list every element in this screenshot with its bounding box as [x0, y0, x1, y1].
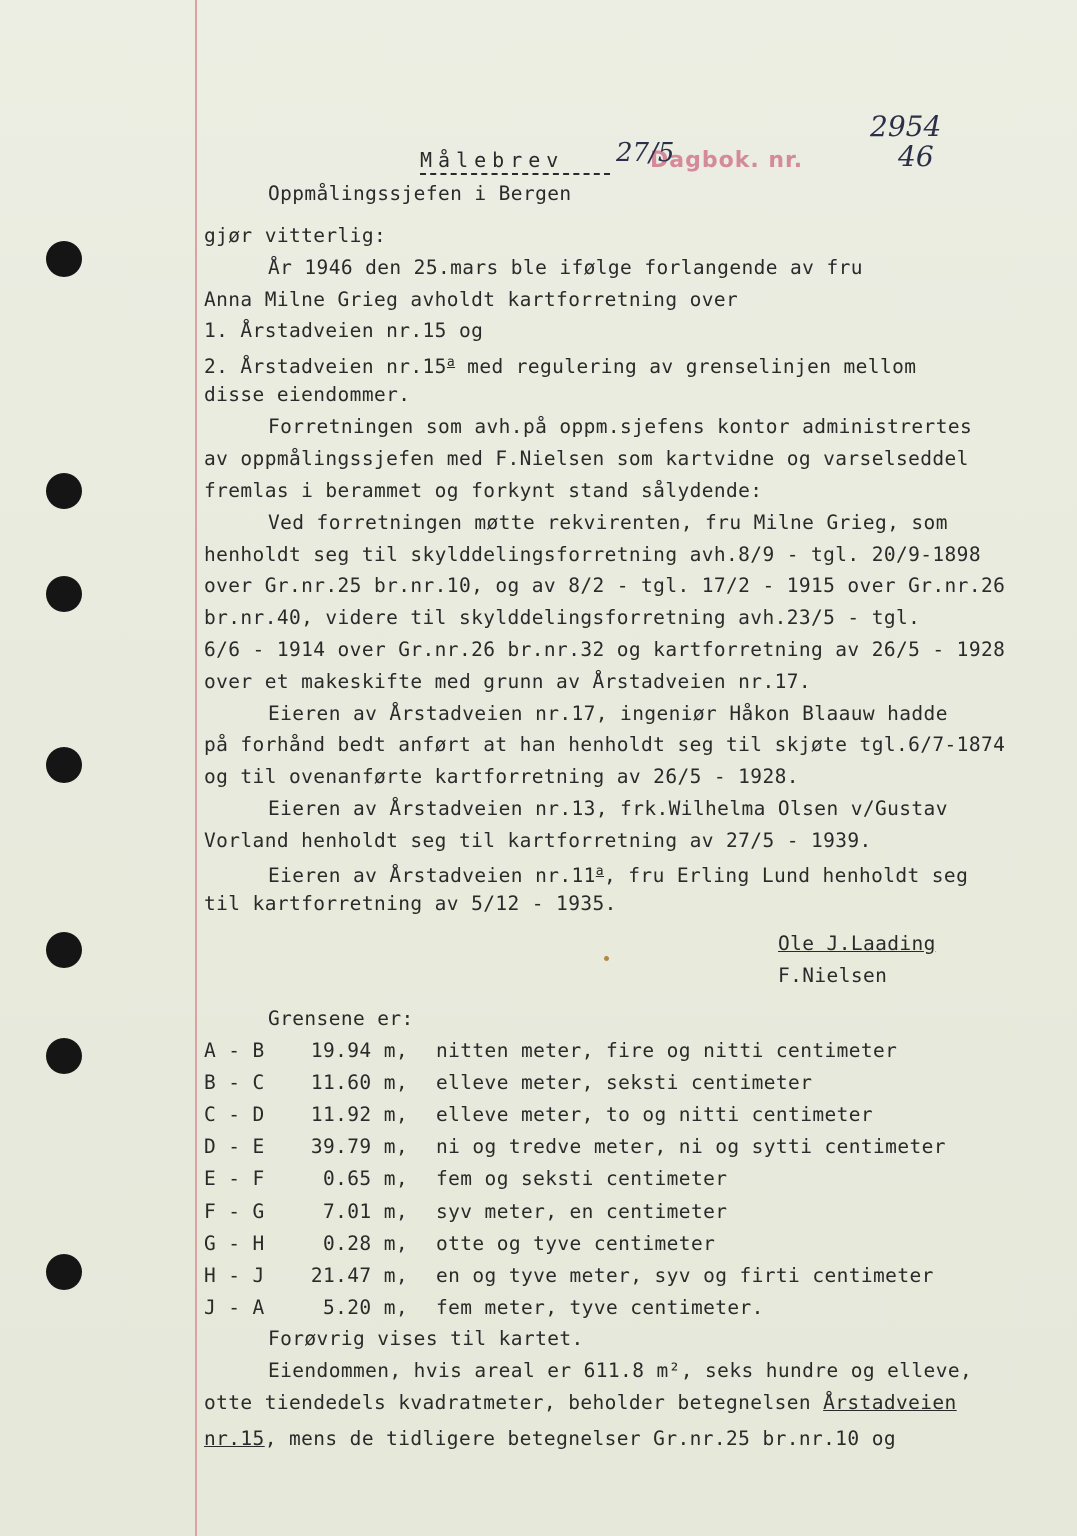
boundary-description: elleve meter, seksti centimeter	[436, 1071, 813, 1095]
text-line: fremlas i berammet og forkynt stand sålydende:	[204, 479, 763, 502]
text-line: Eieren av Årstadveien nr.13, frk.Wilhelma Olsen v/Gustav	[268, 797, 948, 820]
text-line	[268, 860, 968, 888]
text-line: og til ovenanførte kartforretning av 26/5 - 1928.	[204, 765, 799, 788]
text-span: otte tiendedels kvadratmeter, beholder betegnelsen	[204, 1391, 824, 1414]
boundary-description: ni og tredve meter, ni og sytti centimeter	[436, 1135, 946, 1159]
text-line: Ved forretningen møtte rekvirenten, fru Milne Grieg, som	[268, 511, 948, 534]
boundary-description: en og tyve meter, syv og firti centimeter	[436, 1263, 934, 1287]
boundary-pair: D - E	[204, 1135, 265, 1159]
text-line: År 1946 den 25.mars ble ifølge forlangende av fru	[268, 256, 863, 279]
handwritten-date: 27/5	[616, 138, 675, 168]
boundary-pair: G - H	[204, 1231, 265, 1255]
text-line: på forhånd bedt anført at han henholdt seg til skjøte tgl.6/7-1874	[204, 733, 1006, 756]
text-span: med regulering av grenselinjen mellom	[455, 355, 917, 378]
boundary-description: elleve meter, to og nitti centimeter	[436, 1103, 874, 1127]
text-line: til kartforretning av 5/12 - 1935.	[204, 892, 617, 915]
boundary-length: 7.01 m,	[323, 1199, 408, 1223]
punch-hole-3	[46, 576, 82, 612]
text-line: Forretningen som avh.på oppm.sjefens kontor administrertes	[268, 415, 973, 438]
signature-2: F.Nielsen	[778, 964, 888, 987]
boundary-length: 11.60 m,	[310, 1071, 408, 1095]
handwritten-year: 46	[898, 140, 934, 173]
text-line: 1. Årstadveien nr.15 og	[204, 319, 484, 342]
document-title: Målebrev	[420, 148, 565, 172]
boundaries-heading: Grensene er:	[268, 1007, 414, 1030]
underlined-text: Årstadveien	[823, 1391, 957, 1414]
text-line: henholdt seg til skylddelingsforretning avh.8/9 - tgl. 20/9-1898	[204, 543, 981, 566]
text-line: disse eiendommer.	[204, 383, 411, 406]
closing-line: Eiendommen, hvis areal er 611.8 m², seks hundre og elleve,	[268, 1359, 973, 1382]
text-line: Vorland henholdt seg til kartforretning av 27/5 - 1939.	[204, 829, 872, 852]
issuer-line: Oppmålingssjefen i Bergen	[268, 182, 572, 205]
boundary-length: 19.94 m,	[310, 1039, 408, 1062]
text-span: , mens de tidligere betegnelser Gr.nr.25 br.nr.10 og	[264, 1427, 896, 1450]
boundary-description: nitten meter, fire og nitti centimeter	[436, 1039, 898, 1062]
boundary-description: otte og tyve centimeter	[436, 1231, 716, 1255]
closing-line	[204, 1427, 896, 1451]
text-span: Eieren av Årstadveien nr.11	[268, 864, 596, 887]
text-line: Eieren av Årstadveien nr.17, ingeniør Håkon Blaauw hadde	[268, 702, 948, 725]
superscript: a	[446, 355, 456, 370]
text-span: 2. Årstadveien nr.15	[204, 355, 447, 378]
punch-hole-4	[46, 747, 82, 783]
boundary-pair: E - F	[204, 1167, 265, 1191]
punch-hole-2	[46, 473, 82, 509]
closing-line	[204, 1391, 957, 1415]
text-line: over et makeskifte med grunn av Årstadveien nr.17.	[204, 670, 811, 693]
underlined-text: nr.15	[204, 1427, 265, 1450]
text-line	[204, 351, 916, 379]
boundary-length: 11.92 m,	[310, 1103, 408, 1127]
boundary-length: 39.79 m,	[310, 1135, 408, 1159]
ink-dot	[604, 956, 609, 961]
boundary-description: syv meter, en centimeter	[436, 1199, 728, 1223]
text-line: Anna Milne Grieg avholdt kartforretning over	[204, 288, 739, 311]
boundary-length: 21.47 m,	[310, 1263, 408, 1287]
boundary-description: fem og seksti centimeter	[436, 1167, 728, 1191]
boundary-pair: A - B	[204, 1039, 265, 1062]
superscript: a	[595, 864, 605, 879]
text-line: br.nr.40, videre til skylddelingsforretning avh.23/5 - tgl.	[204, 606, 921, 629]
closing-line: Forøvrig vises til kartet.	[268, 1327, 584, 1350]
boundary-pair: J - A	[204, 1295, 265, 1319]
boundary-length: 0.65 m,	[323, 1167, 408, 1191]
punch-hole-1	[46, 241, 82, 277]
boundary-length: 5.20 m,	[323, 1295, 408, 1319]
boundary-pair: H - J	[204, 1263, 265, 1287]
punch-hole-6	[46, 1038, 82, 1074]
handwritten-number: 2954	[870, 110, 942, 143]
boundary-description: fem meter, tyve centimeter.	[436, 1295, 764, 1319]
text-line: gjør vitterlig:	[204, 224, 387, 247]
title-underline	[420, 173, 610, 175]
punch-hole-7	[46, 1254, 82, 1290]
text-line: 6/6 - 1914 over Gr.nr.26 br.nr.32 og kartforretning av 26/5 - 1928	[204, 638, 1006, 661]
dagbok-stamp: Dagbok. nr.	[650, 148, 804, 173]
boundary-length: 0.28 m,	[323, 1231, 408, 1255]
margin-line	[195, 0, 197, 1536]
text-span: , fru Erling Lund henholdt seg	[604, 864, 969, 887]
boundary-pair: C - D	[204, 1103, 265, 1127]
boundary-pair: F - G	[204, 1199, 265, 1223]
text-line: over Gr.nr.25 br.nr.10, og av 8/2 - tgl. 17/2 - 1915 over Gr.nr.26	[204, 574, 1006, 597]
punch-hole-5	[46, 932, 82, 968]
signature-1: Ole J.Laading	[778, 932, 936, 955]
boundary-pair: B - C	[204, 1071, 265, 1095]
text-line: av oppmålingssjefen med F.Nielsen som kartvidne og varselseddel	[204, 447, 969, 470]
